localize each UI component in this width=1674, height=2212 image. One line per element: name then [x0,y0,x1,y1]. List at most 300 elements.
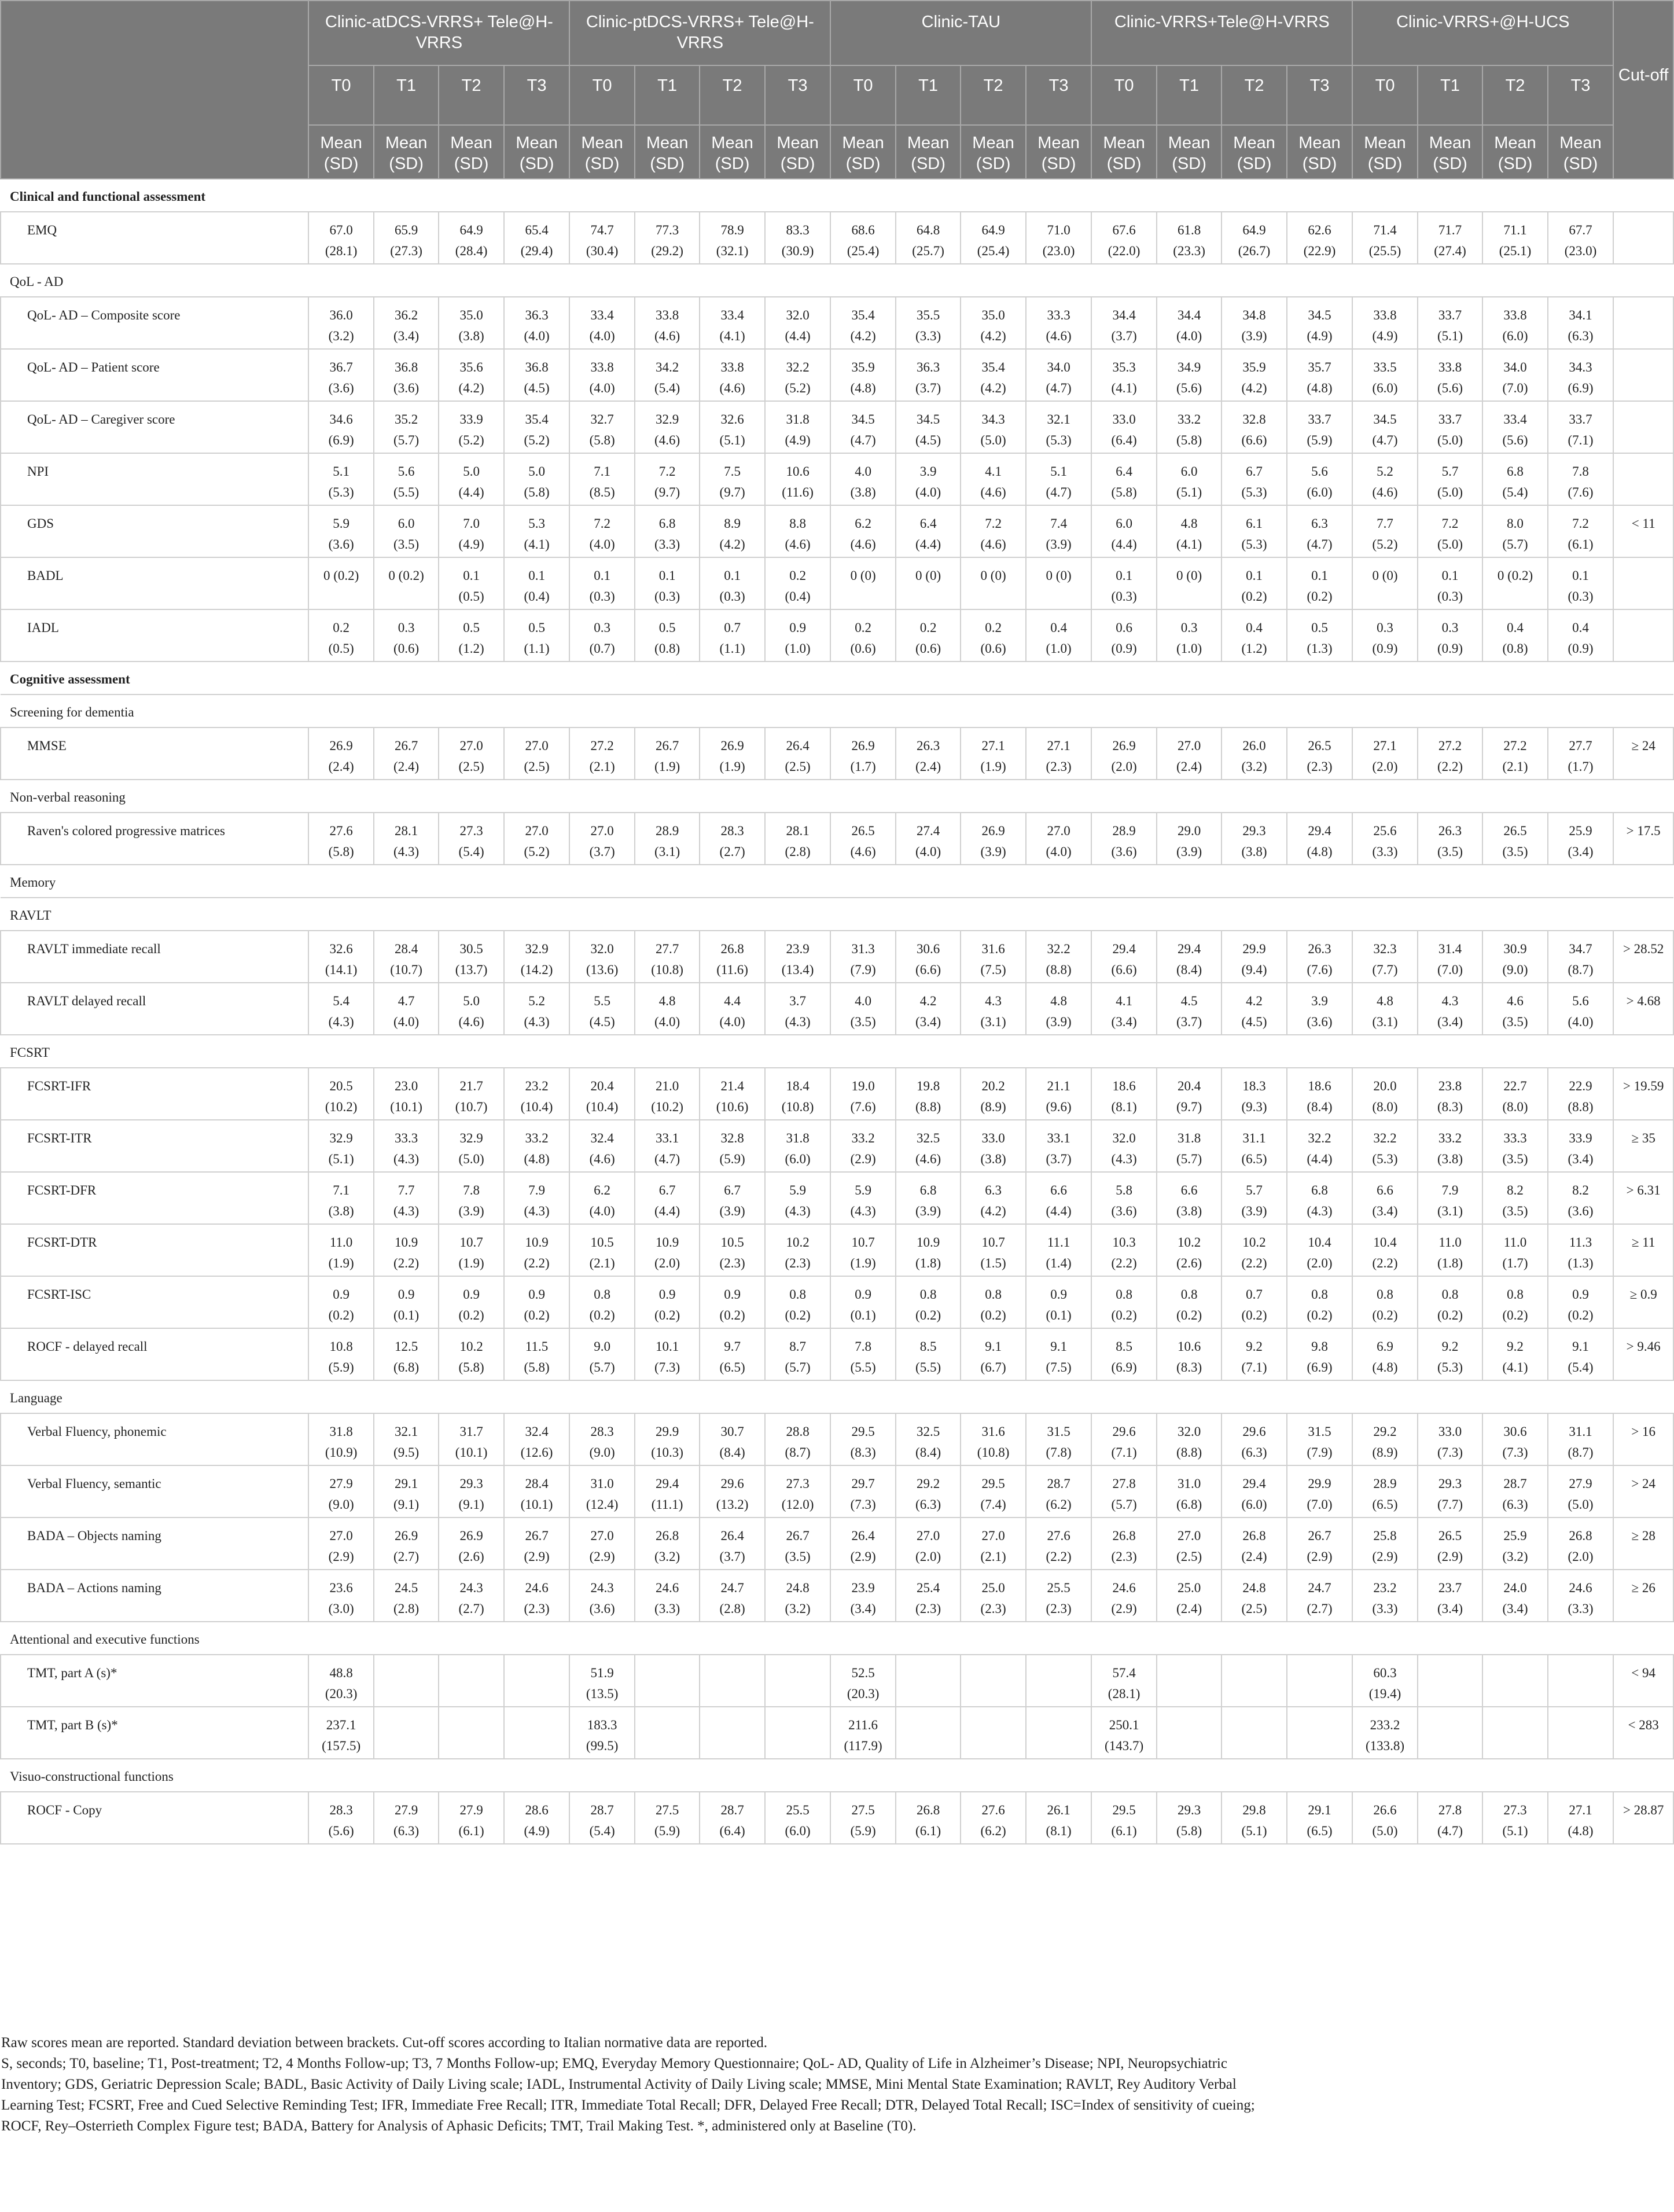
sd-value: (20.3) [847,1686,880,1701]
value-cell [896,1570,961,1622]
value-cell [1026,505,1092,557]
value-cell [504,401,570,453]
mean-value: 23.0 [394,1079,418,1093]
subsection-row [1,695,1673,727]
mean-value: 30.6 [916,942,940,956]
value-cell [1482,1413,1547,1465]
group-header: Clinic-VRRS+Tele@H-VRRS [1091,1,1352,65]
mean-value: 9.1 [1050,1339,1067,1354]
sd-value: (3.8) [1241,844,1267,859]
value-cell [1157,1276,1222,1328]
value-cell [1091,1328,1156,1380]
value-cell [1548,1465,1614,1517]
cutoff-cell: > 24 [1613,1465,1673,1517]
mean-value: 32.8 [720,1131,744,1145]
value-cell [896,1465,961,1517]
value-cell [961,1465,1025,1517]
value-cell [439,1068,503,1120]
mean-value: 4.5 [1180,994,1198,1008]
value-cell [1352,1328,1417,1380]
mean-value: 35.4 [981,360,1005,374]
value-cell [765,453,831,505]
mean-value: 0.8 [789,1287,806,1302]
mean-value: 29.6 [1112,1424,1136,1439]
mean-value: 6.0 [1116,516,1132,531]
value-cell [1418,931,1482,983]
mean-value: 25.5 [1047,1581,1070,1595]
value-cell [1548,1328,1614,1380]
sd-value: (5.1) [1176,485,1202,499]
mean-value: 4.8 [1180,516,1198,531]
value-cell [374,983,439,1035]
subsection-heading: QoL - AD [1,264,1673,297]
sd-value: (3.1) [654,844,680,859]
sd-value: (23.0) [1042,244,1075,258]
table-row [1,1792,1673,1844]
mean-value: 60.3 [1373,1666,1397,1680]
sd-value: (9.1) [458,1497,484,1512]
timepoint-header: T0 [1352,65,1417,125]
sd-value: (4.3) [785,1204,811,1218]
row-label: RAVLT immediate recall [1,931,308,983]
mean-value: 26.5 [1503,824,1527,838]
mean-value: 26.6 [1373,1803,1397,1817]
sd-value: (2.3) [1046,759,1072,774]
mean-value: 7.7 [1377,516,1393,531]
sd-value: (0.3) [1437,589,1463,604]
sd-value: (5.7) [393,433,420,447]
mean-value: 29.4 [1308,824,1331,838]
sd-value: (2.8) [719,1601,745,1616]
sd-value: (6.9) [1307,1360,1333,1375]
value-cell [439,212,503,264]
sd-value: (8.9) [980,1100,1006,1114]
mean-value: 32.8 [1242,412,1266,427]
mean-value: 26.9 [329,738,353,753]
value-cell [439,505,503,557]
mean-value: 32.4 [525,1424,549,1439]
value-cell [1482,1172,1547,1224]
sd-value: (4.4) [785,329,811,343]
mean-value: 29.3 [1242,824,1266,838]
mean-value: 35.0 [459,308,483,322]
mean-value: 0.9 [724,1287,741,1302]
row-label: FCSRT-DFR [1,1172,308,1224]
row-label: TMT, part A (s)* [1,1655,308,1707]
sd-value: (4.0) [1046,844,1072,859]
mean-value: 12.5 [394,1339,418,1354]
sd-value: (3.6) [589,1601,615,1616]
value-cell [961,813,1025,865]
value-cell [830,1570,895,1622]
value-cell [1157,297,1222,349]
sd-value: (3.2) [654,1549,680,1564]
sd-value: (6.0) [785,1152,811,1166]
value-cell [1287,983,1353,1035]
value-cell [1418,401,1482,453]
sd-value: (4.1) [1111,381,1137,395]
mean-value: 6.2 [594,1183,610,1197]
mean-value: 27.9 [394,1803,418,1817]
stat-header: Mean (SD) [308,125,373,179]
mean-value: 0.7 [1246,1287,1263,1302]
value-cell [1482,212,1547,264]
value-cell [1418,813,1482,865]
value-cell [308,813,373,865]
value-cell [569,727,634,780]
mean-value: 32.6 [329,942,353,956]
sd-value: (4.7) [1307,537,1333,552]
value-cell [439,1328,503,1380]
value-cell [569,813,634,865]
value-cell [1287,297,1353,349]
value-cell [439,1707,503,1759]
value-cell [1482,1120,1547,1172]
value-cell [830,1707,895,1759]
sd-value: (4.8) [1307,381,1333,395]
mean-value: 4.0 [855,994,871,1008]
mean-value: 33.2 [1438,1131,1462,1145]
value-cell [700,1570,764,1622]
sd-value: (2.3) [1046,1601,1072,1616]
mean-value: 0.3 [594,620,610,635]
sd-value: (0.2) [589,1308,615,1322]
sd-value: (4.3) [524,1204,550,1218]
sd-value: (4.3) [393,1204,420,1218]
value-cell [961,349,1025,401]
sd-value: (5.7) [589,1360,615,1375]
value-cell [1222,1172,1286,1224]
sd-value: (6.5) [719,1360,745,1375]
mean-value: 34.5 [1308,308,1331,322]
mean-value: 33.7 [1438,412,1462,427]
sd-value: (3.8) [328,1204,354,1218]
sd-value: (8.0) [1372,1100,1398,1114]
value-cell [1548,1068,1614,1120]
value-cell [569,1328,634,1380]
value-cell [1222,505,1286,557]
sd-value: (27.4) [1434,244,1466,258]
mean-value: 26.9 [720,738,744,753]
value-cell [1222,1707,1286,1759]
mean-value: 27.2 [590,738,614,753]
mean-value: 0.8 [1116,1287,1132,1302]
mean-value: 5.7 [1246,1183,1263,1197]
sd-value: (5.3) [1241,537,1267,552]
mean-value: 5.1 [333,464,349,479]
mean-value: 5.0 [463,994,480,1008]
value-cell [896,1328,961,1380]
sd-value: (4.4) [654,1204,680,1218]
value-cell [374,1655,439,1707]
mean-value: 35.7 [1308,360,1331,374]
mean-value: 29.3 [1438,1476,1462,1491]
value-cell [504,557,570,609]
cutoff-cell [1613,401,1673,453]
value-cell [765,1276,831,1328]
sd-value: (6.3) [393,1824,420,1838]
sd-value: (7.3) [850,1497,876,1512]
sd-value: (4.3) [393,844,420,859]
value-cell [700,505,764,557]
mean-value: 3.9 [919,464,937,479]
value-cell [439,557,503,609]
sd-value: (8.3) [1176,1360,1202,1375]
cutoff-cell: ≥ 28 [1613,1517,1673,1570]
value-cell [1482,505,1547,557]
mean-value: 33.3 [394,1131,418,1145]
sd-value: (5.1) [719,433,745,447]
sd-value: (1.7) [850,759,876,774]
value-cell [504,297,570,349]
sd-value: (5.8) [589,433,615,447]
mean-value: 26.4 [786,738,810,753]
timepoint-header: T0 [308,65,373,125]
sd-value: (6.2) [980,1824,1006,1838]
value-cell [961,931,1025,983]
mean-value: 27.9 [329,1476,353,1491]
sd-value: (1.0) [1176,641,1202,656]
sd-value: (5.5) [915,1360,941,1375]
mean-value: 28.1 [786,824,810,838]
sd-value: (12.6) [520,1445,553,1460]
value-cell [830,609,895,662]
value-cell [635,401,700,453]
value-cell [961,557,1025,609]
value-cell [765,1707,831,1759]
mean-value: 31.8 [786,412,810,427]
mean-value: 64.9 [981,223,1005,237]
mean-value: 52.5 [851,1666,875,1680]
mean-value: 7.8 [1572,464,1589,479]
row-label: Raven's colored progressive matrices [1,813,308,865]
value-cell [308,349,373,401]
sd-value: (4.7) [1437,1824,1463,1838]
table-row [1,1068,1673,1120]
value-cell [1157,401,1222,453]
sd-value: (10.2) [325,1100,358,1114]
sd-value: (2.8) [785,844,811,859]
mean-value: 10.9 [525,1235,549,1250]
table-row [1,401,1673,453]
sd-value: (25.1) [1499,244,1532,258]
mean-value: 29.7 [851,1476,875,1491]
sd-value: (1.0) [1046,641,1072,656]
sd-value: (5.0) [1437,485,1463,499]
sd-value: (6.9) [1568,381,1594,395]
sd-value: (0.9) [1568,641,1594,656]
mean-value: 4.8 [1377,994,1393,1008]
sd-value: (4.2) [1241,381,1267,395]
sd-value: (20.3) [325,1686,358,1701]
sd-value: (2.4) [1176,1601,1202,1616]
sd-value: (2.4) [1176,759,1202,774]
sd-value: (22.9) [1303,244,1336,258]
value-cell [896,1517,961,1570]
sd-value: (22.0) [1108,244,1140,258]
table-header [1,1,1673,179]
mean-value: 6.9 [1377,1339,1393,1354]
mean-value: 9.8 [1311,1339,1328,1354]
timepoint-header: T1 [896,65,961,125]
sd-value: (5.7) [1111,1497,1137,1512]
value-cell [439,1792,503,1844]
sd-value: (25.4) [847,244,880,258]
value-cell [1352,1570,1417,1622]
stat-header: Mean (SD) [569,125,634,179]
sd-value: (3.3) [915,329,941,343]
value-cell [1026,813,1092,865]
value-cell [1548,931,1614,983]
value-cell [1026,931,1092,983]
value-cell [374,401,439,453]
mean-value: 23.7 [1438,1581,1462,1595]
mean-value: 7.2 [1572,516,1589,531]
sd-value: (3.3) [1372,1601,1398,1616]
value-cell [569,1517,634,1570]
value-cell [635,1792,700,1844]
value-cell [1222,1224,1286,1276]
value-cell [569,1413,634,1465]
mean-value: 33.8 [590,360,614,374]
value-cell [765,557,831,609]
sd-value: (4.9) [458,537,484,552]
value-cell [569,1120,634,1172]
value-cell [1222,983,1286,1035]
value-cell [569,1172,634,1224]
sd-value: (5.4) [458,844,484,859]
sd-value: (1.7) [1568,759,1594,774]
value-cell [830,349,895,401]
sd-value: (7.6) [1307,962,1333,977]
sd-value: (8.1) [1046,1824,1072,1838]
sd-value: (2.7) [393,1549,420,1564]
sd-value: (0.9) [1111,641,1137,656]
value-cell [1222,1655,1286,1707]
cutoff-cell [1613,609,1673,662]
value-cell [830,453,895,505]
mean-value: 34.5 [851,412,875,427]
sd-value: (2.0) [1111,759,1137,774]
mean-value: 4.2 [1246,994,1263,1008]
mean-value: 18.6 [1112,1079,1136,1093]
value-cell [504,609,570,662]
value-cell [1222,813,1286,865]
value-cell [1287,1792,1353,1844]
value-cell [635,453,700,505]
value-cell [1287,931,1353,983]
value-cell [308,1517,373,1570]
mean-value: 0.9 [855,1287,871,1302]
mean-value: 29.2 [916,1476,940,1491]
value-cell [308,1328,373,1380]
sd-value: (5.0) [1437,433,1463,447]
mean-value: 29.9 [655,1424,679,1439]
sd-value: (4.3) [1111,1152,1137,1166]
mean-value: 6.8 [1507,464,1524,479]
mean-value: 34.7 [1569,942,1592,956]
value-cell [1352,1517,1417,1570]
value-cell [569,401,634,453]
sd-value: (2.9) [850,1152,876,1166]
value-cell [635,1224,700,1276]
mean-value: 29.3 [1177,1803,1201,1817]
value-cell [896,727,961,780]
value-cell [1222,349,1286,401]
sd-value: (2.0) [654,1256,680,1270]
sd-value: (9.3) [1241,1100,1267,1114]
sd-value: (10.3) [651,1445,683,1460]
mean-value: 31.7 [459,1424,483,1439]
subsection-heading: Language [1,1380,1673,1413]
stat-header: Mean (SD) [830,125,895,179]
sd-value: (3.9) [1176,844,1202,859]
sd-value: (0.6) [393,641,420,656]
value-cell [374,505,439,557]
mean-value: 10.4 [1373,1235,1397,1250]
value-cell [1287,212,1353,264]
mean-value: 67.7 [1569,223,1592,237]
value-cell [1548,401,1614,453]
mean-value: 0.9 [333,1287,349,1302]
stat-header: Mean (SD) [1157,125,1222,179]
mean-value: 65.9 [394,223,418,237]
value-cell [700,1328,764,1380]
sd-value: (0.5) [458,589,484,604]
value-cell [1222,1792,1286,1844]
value-cell [1548,1120,1614,1172]
sd-value: (2.9) [524,1549,550,1564]
mean-value: 27.0 [1177,738,1201,753]
mean-value: 29.0 [1177,824,1201,838]
mean-value: 6.6 [1377,1183,1393,1197]
mean-value: 23.8 [1438,1079,1462,1093]
sd-value: (4.3) [524,1015,550,1029]
mean-value: 78.9 [720,223,744,237]
sd-value: (7.0) [1437,962,1463,977]
sd-value: (4.3) [393,1152,420,1166]
value-cell [1026,1120,1092,1172]
value-cell [765,1517,831,1570]
value-cell [1418,1570,1482,1622]
mean-value: 23.9 [786,942,810,956]
value-cell [1091,813,1156,865]
mean-value: 0.3 [398,620,415,635]
value-cell [569,1792,634,1844]
mean-value: 7.9 [528,1183,545,1197]
value-cell [961,609,1025,662]
mean-value: 27.8 [1438,1803,1462,1817]
mean-value: 25.4 [916,1581,940,1595]
mean-value: 0.1 [1116,568,1132,583]
mean-value: 33.2 [1177,412,1201,427]
mean-value: 34.3 [981,412,1005,427]
value-cell [1157,983,1222,1035]
mean-value: 35.9 [851,360,875,374]
value-cell [830,1276,895,1328]
sd-value: (6.9) [328,433,354,447]
sd-value: (11.6) [782,485,814,499]
mean-value: 32.0 [786,308,810,322]
sd-value: (2.9) [1437,1549,1463,1564]
mean-value: 77.3 [655,223,679,237]
sd-value: (8.1) [1111,1100,1137,1114]
value-cell [374,1707,439,1759]
mean-value: 0 (0) [1046,568,1072,583]
mean-value: 9.0 [594,1339,610,1354]
value-cell [830,983,895,1035]
value-cell [635,212,700,264]
